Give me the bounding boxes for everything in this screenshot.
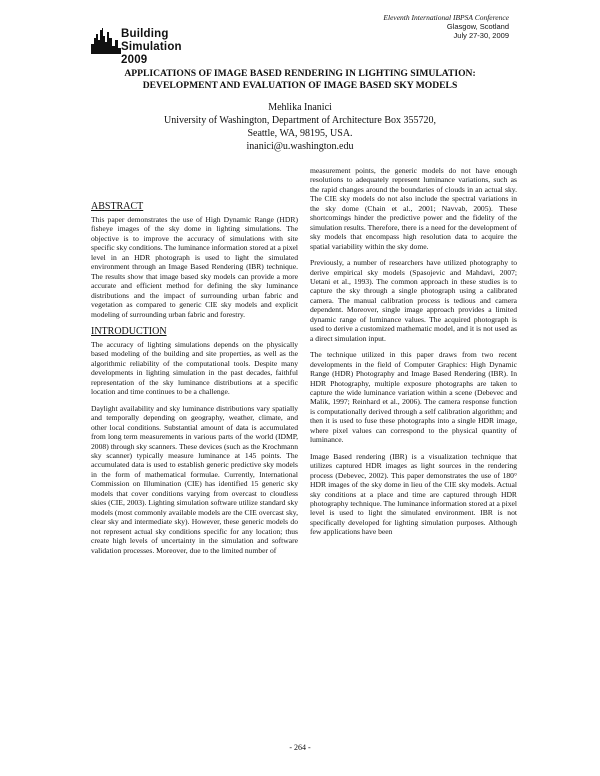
abstract-heading: ABSTRACT xyxy=(91,201,144,212)
right-paragraph-2: Previously, a number of researchers have utilized photography to derive empirical sky models (Spasojevic and Mahdavi, 2007; Uetani et al., 1993). The common approach in these studies is to capture the sky through a single photograph using a calibrated camera. The manual calibration process is tedious and camera dependent. Moreover, single image approach provides a limited dynamic range of luminance values. The acquired photograph is used to derive a customized mathematic model, and it is not used as a direct simulation input. xyxy=(310,258,517,343)
city-skyline-icon xyxy=(91,26,121,54)
conference-dates: July 27-30, 2009 xyxy=(453,31,509,40)
title-line-1: APPLICATIONS OF IMAGE BASED RENDERING IN LIGHTING SIMULATION: xyxy=(124,68,476,79)
title-line-2: DEVELOPMENT AND EVALUATION OF IMAGE BASED SKY MODELS xyxy=(142,80,458,91)
logo-year: 2009 xyxy=(121,54,148,66)
left-column xyxy=(91,201,298,562)
paper-title xyxy=(60,68,540,92)
author-email: inanici@u.washington.edu xyxy=(246,141,354,152)
logo-title: Building Simulation xyxy=(121,28,182,53)
intro-paragraph-2: Daylight availability and sky luminance distributions vary spatially and temporally depending on geography, weather, climate, and other local conditions. Substantial amount of data is accumulated from long term measurements in various parts of the world (IDMP, 2008) through sky scanners. These devices (such as the Krochmann sky scanner) typically measure luminance at 145 points. The accumulated data is used to establish generic predictive sky models in the form of mathematical formulae. Currently, International Commission on Illumination (CIE) has identified 15 generic sky models that cover conditions varying from overcast to cloudless skies (CIE, 2003). Lighting simulation software utilize standard sky models (most commonly available models are the CIE overcast sky, clear sky and intermediate sky). However, these generic models do not represent actual sky conditions specific for any location; thus create high levels of uncertainty in the simulation and software validation processes. Moreover, due to the limited number of xyxy=(91,403,298,555)
author-block xyxy=(60,101,540,153)
right-paragraph-3: The technique utilized in this paper draws from two recent developments in the field of Computer Graphics: High Dynamic Range (HDR) Photography and Image Based Rendering (IBR). In HDR Photography, multiple exposure photographs are taken to capture the wide luminance variation within a scene (Debevec and Malik, 1997; Reinhard et al., 2006). The camera response function is computationally derived through a self calibration algorithm; and then it is used to fuse these photographs into a single HDR image, where pixel values can correspond to the physical quantity of luminance. xyxy=(310,350,517,445)
introduction-heading: INTRODUCTION xyxy=(91,325,167,337)
conference-name: Eleventh International IBPSA Conference xyxy=(383,13,509,22)
abstract-text: This paper demonstrates the use of High Dynamic Range (HDR) fisheye images of the sky dome in lighting simulations. The objective is to improve the accuracy of simulations with site specific sky conditions. The luminance information stored at a pixel level in an HDR photograph is used to light the simulated environment through an Image Based Rendering (IBR) technique. The results show that image based sky models can provide a more accurate and efficient method for defining the sky luminance distributions and the impact of surrounding urban fabric and vegetation as compared to generic CIE sky models and explicit modeling of surrounding urban fabric and forestry. xyxy=(91,215,298,319)
intro-paragraph-1: The accuracy of lighting simulations depends on the physically based modeling of the building and site properties, as well as the algorithmic reliability of the computational tools. Despite many developments in lighting simulation in the past decades, faithful representation of the sky luminance distributions at a specific location and time continues to be a challenge. xyxy=(91,339,298,397)
author-affiliation: University of Washington, Department of Architecture Box 355720, xyxy=(163,115,436,126)
right-paragraph-4: Image Based rendering (IBR) is a visualization technique that utilizes captured HDR images as light sources in the rendering process (Debevec, 2002). This paper demonstrates the use of 180° HDR images of the sky dome in lieu of the CIE sky models. Actual sky conditions at a place and time are captured through HDR photography technique. The luminance information stored at a pixel level is used to light the simulated environment. IBR is not specifically developed for lighting simulation purposes. Although few applications have been xyxy=(310,451,517,537)
right-paragraph-1: measurement points, the generic models do not have enough resolutions to adequately represent luminance variations, such as the rapid changes around the boundaries of clouds in an actual sky. The CIE sky models do not also include the spectral variations in the sky dome (Chain et al., 2001; Navvab, 2005). These shortcomings hinder the predictive power and the fidelity of the simulation results. Therefore, there is a need for the development of sky models that encompass high resolution data to acquire the spatial variability within the sky dome. xyxy=(310,166,517,251)
conference-location: Glasgow, Scotland xyxy=(446,22,509,31)
author-city: Seattle, WA, 98195, USA. xyxy=(247,128,353,139)
author-name: Mehlika Inanici xyxy=(268,102,332,113)
page-number: - 264 - xyxy=(289,743,311,752)
conference-info xyxy=(383,13,509,40)
conference-logo xyxy=(91,18,211,66)
right-column xyxy=(310,166,517,544)
